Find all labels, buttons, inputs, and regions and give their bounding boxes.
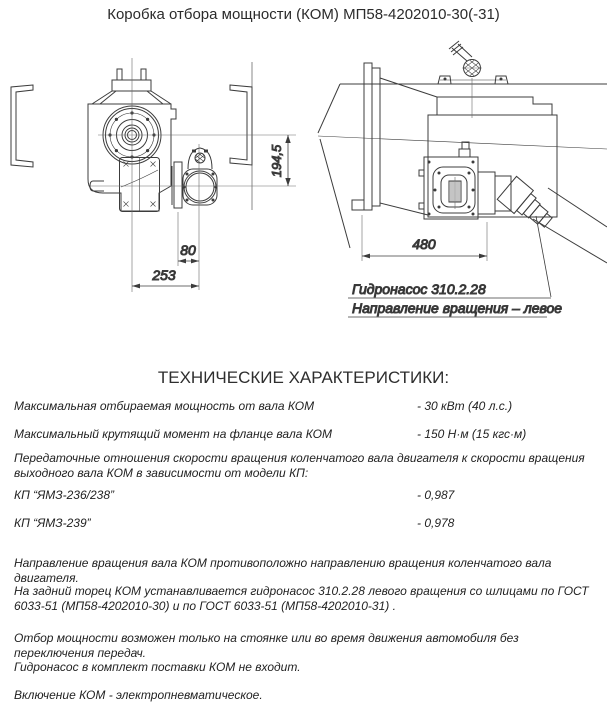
front-view-drawing bbox=[11, 58, 296, 292]
access-panel bbox=[120, 158, 160, 212]
dim-pump-offset-label: 80 bbox=[180, 242, 196, 258]
spec-label: Максимальная отбираемая мощность от вала КОМ bbox=[14, 399, 315, 413]
spec-label: КП “ЯМЗ-239” bbox=[14, 516, 91, 530]
technical-drawing bbox=[0, 0, 607, 340]
note-engagement-type: Включение КОМ - электропневматическое. bbox=[14, 688, 263, 702]
dimension-length bbox=[362, 215, 487, 261]
dim-center-offset-label: 253 bbox=[152, 267, 176, 283]
pump-mount-front bbox=[172, 148, 218, 208]
note-pump-not-included: Гидронасос в комплект поставки КОМ не входит. bbox=[14, 660, 301, 674]
frame-rail-right bbox=[230, 85, 252, 165]
spec-value: - 0,987 bbox=[417, 488, 455, 502]
note-power-takeoff-conditions: Отбор мощности возможен только на стоянке или во время движения автомобиля без переключения передач. bbox=[14, 631, 519, 660]
spec-value: - 150 Н·м (15 кгс·м) bbox=[417, 427, 527, 441]
frame-rail-left bbox=[11, 85, 33, 167]
specs-heading: ТЕХНИЧЕСКИЕ ХАРАКТЕРИСТИКИ: bbox=[157, 368, 450, 387]
pump-elbow-fitting bbox=[497, 176, 558, 234]
rotation-direction-label: Направление вращения – левое bbox=[352, 300, 563, 316]
pump-callout-label: Гидронасос 310.2.28 bbox=[352, 281, 486, 297]
ratio-intro-paragraph: Передаточные отношения скорости вращения коленчатого вала двигателя к скорости вращения выходного вала КОМ в зависимости от модели КП: bbox=[14, 451, 585, 480]
spec-value: - 30 кВт (40 л.с.) bbox=[417, 399, 513, 413]
spec-label: Максимальный крутящий момент на фланце вала КОМ bbox=[14, 427, 333, 441]
spec-value: - 0,978 bbox=[417, 516, 455, 530]
dimension-height bbox=[269, 135, 291, 186]
shift-lever bbox=[438, 41, 508, 118]
dim-height-label: 194,5 bbox=[269, 144, 284, 178]
spec-label: КП “ЯМЗ-236/238” bbox=[14, 488, 115, 502]
note-rotation-direction: Направление вращения вала КОМ противоположно направлению вращения коленчатого вала двигателя. bbox=[14, 556, 552, 585]
dimension-pump-offset bbox=[178, 242, 199, 263]
dim-length-label: 480 bbox=[412, 236, 436, 252]
note-pump-mounting: На задний торец КОМ устанавливается гидронасос 310.2.28 левого вращения со шлицами по ГОСТ 6033-51 (МП58-4202010-30) и по ГОСТ 6033-51 (МП58-4202010-31) . bbox=[14, 584, 589, 613]
page-title: Коробка отбора мощности (КОМ) МП58-4202010-30(-31) bbox=[107, 6, 500, 23]
side-view-drawing bbox=[318, 41, 607, 317]
dimension-center-offset bbox=[132, 267, 199, 288]
